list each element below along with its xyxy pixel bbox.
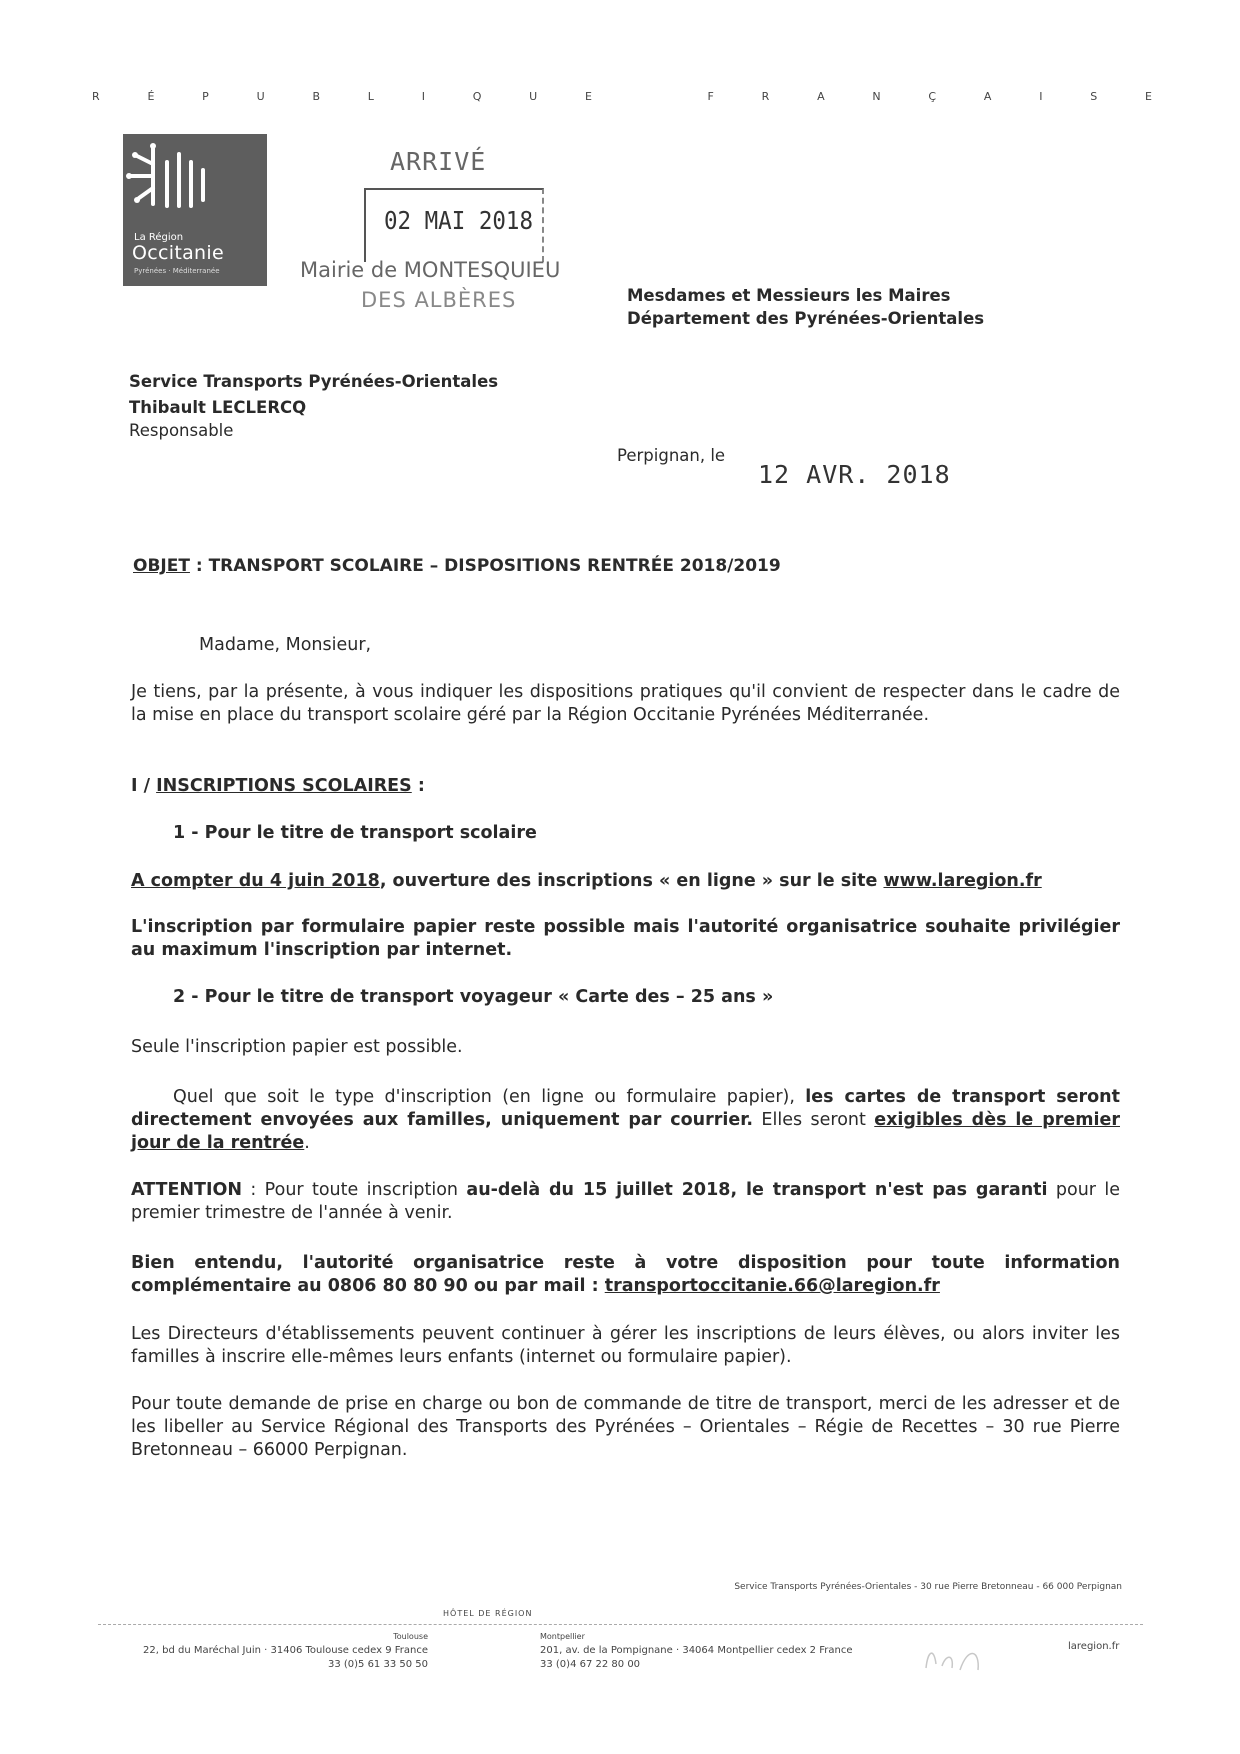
item-2-text: Seule l'inscription papier est possible.	[131, 1037, 463, 1057]
republique-letter: R	[92, 90, 100, 103]
objet-text: : TRANSPORT SCOLAIRE – DISPOSITIONS RENTRÉE 2018/2019	[189, 556, 781, 576]
item-1-note: L'inscription par formulaire papier reste possible mais l'autorité organisatrice souhaite privilégier au maximum l'inscription par internet.	[131, 917, 1120, 960]
item-1-paragraph	[131, 870, 1120, 893]
stamp-mairie-2: DES ALBÈRES	[361, 288, 517, 312]
type-text-e: .	[304, 1133, 310, 1153]
objet-line	[133, 556, 781, 576]
recipient-line-1: Mesdames et Messieurs les Maires	[627, 286, 951, 305]
contact-paragraph	[131, 1252, 1120, 1298]
republique-letter: A	[983, 90, 992, 103]
footer-website[interactable]: laregion.fr	[1068, 1641, 1120, 1652]
footer-hotel-de-region: HÔTEL DE RÉGION	[443, 1609, 533, 1618]
footer-montpellier	[540, 1630, 900, 1672]
attention-paragraph	[131, 1179, 1120, 1225]
republique-letter: U	[256, 90, 265, 103]
demande-paragraph: Pour toute demande de prise en charge ou bon de commande de titre de transport, merci de les adresser et de les libeller au Service Régional des Transports des Pyrénées – Orientales – Régie de Recettes – 30 rue Pierre Bretonneau – 66000 Perpignan.	[131, 1394, 1120, 1460]
objet-label: OBJET	[133, 556, 190, 576]
republique-letter: R	[761, 90, 770, 103]
section-1-suffix: :	[411, 776, 425, 796]
republique-letter: B	[312, 90, 320, 103]
toulouse-address: 22, bd du Maréchal Juin · 31406 Toulouse cedex 9 France	[143, 1645, 428, 1656]
section-1-prefix: I /	[131, 776, 157, 796]
republique-letter: L	[367, 90, 374, 103]
sender-name: Thibault LECLERCQ	[129, 398, 307, 417]
republique-letter: I	[1039, 90, 1043, 103]
contact-email-link[interactable]: transportoccitanie.66@laregion.fr	[604, 1276, 940, 1296]
region-occitanie-logo	[123, 134, 267, 286]
section-1-title: INSCRIPTIONS SCOLAIRES	[156, 776, 412, 796]
place-label: Perpignan, le	[617, 446, 726, 465]
type-text-a: Quel que soit le type d'inscription (en ligne ou formulaire papier),	[173, 1087, 806, 1107]
republique-letter: Ç	[928, 90, 937, 103]
item-1-date: A compter du 4 juin 2018	[131, 871, 380, 891]
item-1-text: , ouverture des inscriptions « en ligne » sur le site	[379, 871, 884, 891]
stamp-date: 02 MAI 2018	[384, 206, 534, 235]
attention-text-c: pour le premier trimestre de l'année à venir.	[131, 1180, 1120, 1223]
type-text-c: Elles seront	[753, 1110, 875, 1130]
republique-letter: P	[202, 90, 209, 103]
recipient-line-2: Département des Pyrénées-Orientales	[627, 309, 985, 328]
attention-text-b: au-delà du 15 juillet 2018, le transport n'est pas garanti	[466, 1180, 1048, 1200]
attention-label: ATTENTION	[131, 1180, 243, 1200]
montpellier-label: Montpellier	[540, 1632, 585, 1641]
republique-letter: S	[1090, 90, 1098, 103]
republique-letter: F	[707, 90, 714, 103]
type-text-b: les cartes de transport seront directement envoyées aux familles, uniquement par courrier.	[131, 1087, 1120, 1130]
stamp-arrive: ARRIVÉ	[390, 147, 487, 176]
footer-divider	[98, 1624, 1143, 1625]
republique-francaise-header	[92, 90, 1152, 103]
logo-line-2: Occitanie	[132, 242, 224, 264]
footer-toulouse	[98, 1630, 428, 1672]
intro-paragraph: Je tiens, par la présente, à vous indiquer les dispositions pratiques qu'il convient de respecter dans le cadre de la mise en place du transport scolaire géré par la Région Occitanie Pyrénées Méditerranée.	[131, 682, 1120, 725]
montpellier-address: 201, av. de la Pompignane · 34064 Montpellier cedex 2 France	[540, 1645, 853, 1656]
section-1-heading	[131, 775, 425, 798]
republique-gap	[640, 90, 660, 103]
republique-letter: E	[1144, 90, 1152, 103]
republique-letter: E	[585, 90, 592, 103]
footer-service-address: Service Transports Pyrénées-Orientales - 30 rue Pierre Bretonneau - 66 000 Perpignan	[734, 1582, 1122, 1592]
logo-line-3: Pyrénées · Méditerranée	[134, 267, 220, 275]
signature-mark	[920, 1640, 1000, 1676]
directeurs-paragraph: Les Directeurs d'établissements peuvent continuer à gérer les inscriptions de leurs élèves, ou alors inviter les familles à inscrire elle-mêmes leurs enfants (internet ou formulaire papier).	[131, 1324, 1120, 1367]
toulouse-label: Toulouse	[393, 1632, 428, 1641]
item-2-heading: 2 - Pour le titre de transport voyageur « Carte des – 25 ans »	[173, 987, 774, 1007]
letter-date: 12 AVR. 2018	[758, 460, 951, 489]
occitan-cross-icon	[123, 134, 267, 234]
republique-letter: U	[529, 90, 538, 103]
logo-line-1: La Région	[134, 232, 184, 243]
montpellier-phone: 33 (0)4 67 22 80 00	[540, 1659, 641, 1670]
republique-letter: Q	[472, 90, 482, 103]
stamp-mairie: Mairie de MONTESQUIEU	[300, 258, 561, 282]
salutation: Madame, Monsieur,	[199, 635, 372, 655]
republique-letter: A	[817, 90, 825, 103]
republique-letter: I	[421, 90, 425, 103]
republique-letter: É	[147, 90, 155, 103]
inscription-type-paragraph	[131, 1086, 1120, 1155]
item-1-site-link[interactable]: www.laregion.fr	[883, 871, 1042, 891]
sender-service: Service Transports Pyrénées-Orientales	[129, 372, 499, 391]
type-text-d: exigibles dès le premier jour de la rentrée	[131, 1110, 1120, 1153]
toulouse-phone: 33 (0)5 61 33 50 50	[327, 1659, 428, 1670]
item-1-heading: 1 - Pour le titre de transport scolaire	[173, 823, 537, 843]
sender-role: Responsable	[129, 421, 234, 440]
contact-text: Bien entendu, l'autorité organisatrice reste à votre disposition pour toute information complémentaire au 0806 80 80 90 ou par mail :	[131, 1253, 1120, 1296]
republique-letter: N	[872, 90, 881, 103]
attention-text-a: : Pour toute inscription	[242, 1180, 467, 1200]
